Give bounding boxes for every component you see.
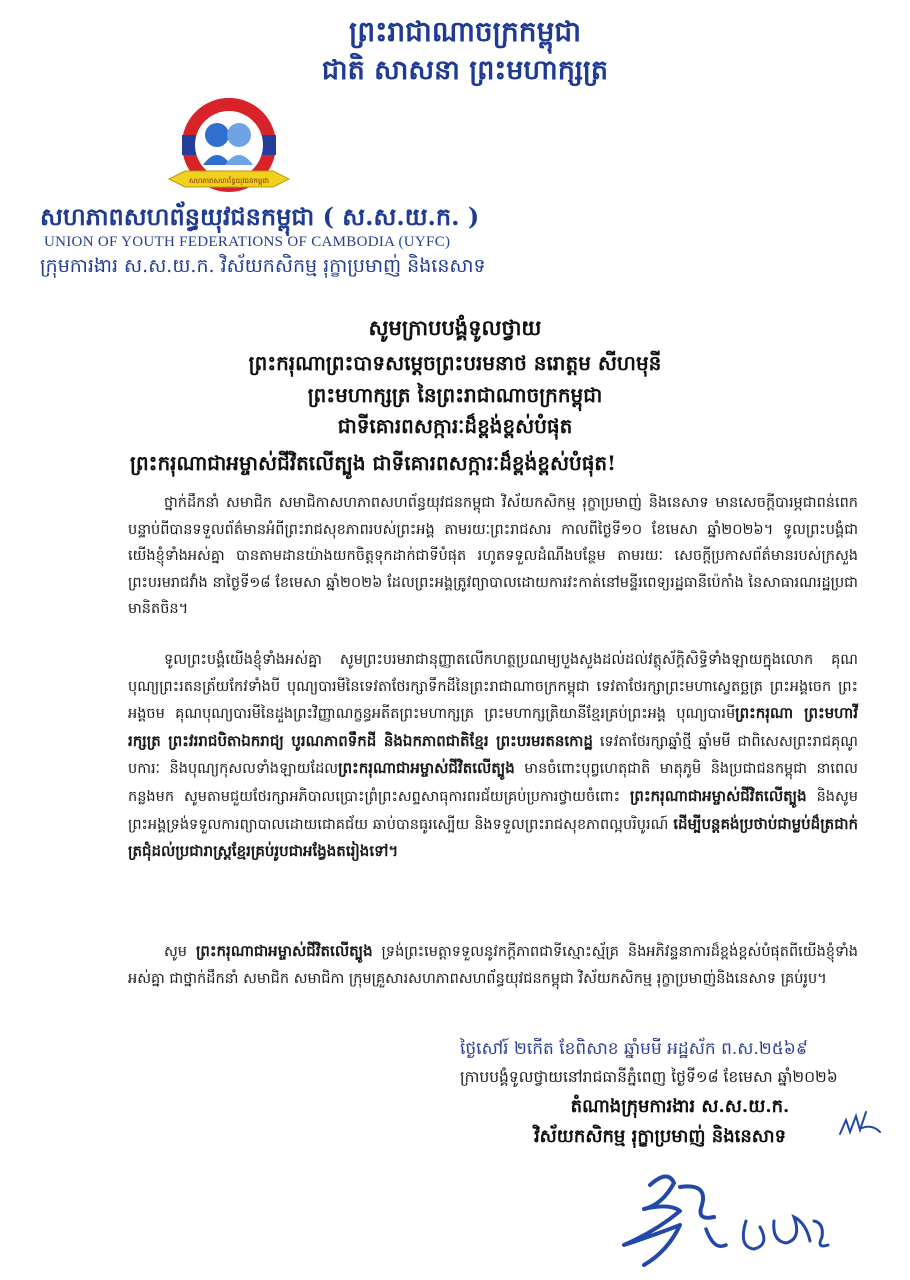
logo-ribbon-text: សហភាពសហព័ន្ធយុវជនកម្ពុជា [189, 177, 269, 185]
paragraph-2 [128, 647, 858, 866]
handwritten-signature [610, 1165, 840, 1270]
paragraph-2-bold-4: ដើម្បីបន្តគង់ប្រថាប់ជាម្លប់ដ៏ត្រជាក់ត្រជុំដល់ប្រជារាស្ត្រខ្មែរគ្រប់រូបជាអង្វែងតរៀងទៅ។ [128, 814, 858, 861]
paragraph-2-text-2: ទេវតាថែរក្សាឆ្នាំថ្មី ឆ្នាំមមី ជាពិសេសព្រះរាជគុណូបការៈ និងបុណ្យកុសលទាំងឡាយដែល [128, 733, 858, 778]
paragraph-2-bold-1: ព្រះករុណា ព្រះមហាវីរក្សត្រ ព្រះវររាជបិតាឯករាជ្យ បូរណភាពទឹកដី និងឯកភាពជាតិខ្មែរ ព្រះបរមរតនកោដ្ឋ [128, 704, 858, 750]
national-motto-line1: ព្រះរាជាណាចក្រកម្ពុជា [348, 15, 581, 48]
paragraph-2-bold-3: ព្រះករុណាជាអម្ចាស់ជីវិតលើត្បូង [629, 786, 807, 805]
paragraph-2-text-4: និងសូមព្រះអង្គទ្រង់ទទួលការព្យាបាលដោយជោគជ័យ ឆាប់បានធូរស្បើយ និងទទួលព្រះរាជសុខភាពល្អបរិបូរណ៍ [128, 788, 859, 833]
organization-name-english: UNION OF YOUTH FEDERATIONS OF CAMBODIA (UYFC) [44, 234, 451, 250]
paragraph-3 [128, 938, 858, 992]
paragraph-3-bold-1: ព្រះករុណាជាអម្ចាស់ជីវិតលើត្បូង [195, 942, 373, 960]
organization-name-khmer: សហភាពសហព័ន្ធយុវជនកម្ពុជា ( ស.ស.យ.ក. ) [40, 202, 480, 231]
paragraph-2-text-3: មានចំពោះបុព្វហេតុជាតិ មាតុភូមិ និងប្រជាជនកម្ពុជា នាពេលកន្លងមក សូមតាមជួយថែរក្សាអភិបាលប្រោះព្រំព្រះសព្ទសាធុការពរជ័យគ្រប់ប្រការថ្វាយចំពោះ [128, 761, 858, 805]
paragraph-3-text-1: សូម [164, 944, 196, 960]
uyfc-logo [165, 95, 293, 207]
address-line3: ព្រះមហាក្សត្រ នៃព្រះរាជាណាចក្រកម្ពុជា [307, 383, 603, 407]
place-and-date: ក្រាបបង្គំទូលថ្វាយនៅរាជធានីភ្នំពេញ ថ្ងៃទី១៨ ខែមេសា ឆ្នាំ២០២៦ [460, 1068, 838, 1086]
salutation-headline: ព្រះករុណាជាអម្ចាស់ជីវិតលើត្បូង ជាទីគោរពសក្ការៈដ៏ខ្ពង់ខ្ពស់បំផុត! [130, 451, 616, 475]
working-group-name: ក្រុមការងារ ស.ស.យ.ក. វិស័យកសិកម្ម រុក្ខាប្រមាញ់ និងនេសាទ [40, 255, 486, 277]
paragraph-2-bold-2: ព្រះករុណាជាអម្ចាស់ជីវិតលើត្បូង [338, 759, 515, 778]
signer-title-line1: តំណាងក្រុមការងារ ស.ស.យ.ក. [570, 1096, 790, 1117]
address-line4: ជាទីគោរពសក្ការៈដ៏ខ្ពង់ខ្ពស់បំផុត [337, 414, 573, 438]
lunar-date: ថ្ងៃសៅរ៍ ២កើត ខែពិសាខ ឆ្នាំមមី អដ្ឋស័ក ព.ស.២៥៦៩ [460, 1039, 808, 1059]
paragraph-2-text-1: ទូលព្រះបង្គំយើងខ្ញុំទាំងអស់គ្នា សូមព្រះបរមរាជានុញ្ញាតលើកហត្ថប្រណម្យបួងសួងដល់ដល់វត្ថុស័ក្តិសិទ្ធិទាំងឡាយក្នុងលោក គុណបុណ្យព្រះរតនត្រ័យកែវទាំងបី បុណ្យបារមីនៃទេវតាថែរក្សាទឹកដីនៃព្រះរាជាណាចក្រកម្ពុជា ទេវតាថែរក្សាព្រះមហាស្វេតច្ឆត្រ ព្រះអង្គចេក ព្រះអង្គចម គុណបុណ្យបារមីនៃដួងព្រះវិញ្ញាណក្ខន្ធអតីតព្រះមហាក្សត្រ ព្រះមហាក្សត្រិយានីខ្មែរគ្រប់ព្រះអង្គ បុណ្យបារមី [128, 652, 858, 723]
paragraph-1: ថ្នាក់ដឹកនាំ សមាជិក សមាជិកាសហភាពសហព័ន្ធយុវជនកម្ពុជា វិស័យកសិកម្ម រុក្ខាប្រមាញ់ និងនេសាទ មានសេចក្តីបារម្ភជាពន់ពេក បន្ទាប់ពីបានទទួលព័ត៌មានអំពីព្រះរាជសុខភាពរបស់ព្រះអង្គ តាមរយៈព្រះរាជសារ កាលពីថ្ងៃទី១០ ខែមេសា ឆ្នាំ២០២៦។ ទូលព្រះបង្គំជាយើងខ្ញុំទាំងអស់គ្នា បានតាមដានយ៉ាងយកចិត្តទុកដាក់ជាទីបំផុត រហូតទទួលដំណឹងបន្ថែម តាមរយៈ សេចក្តីប្រកាសព័ត៌មានរបស់ក្រសួងព្រះបរមរាជវាំង នាថ្ងៃទី១៨ ខែមេសា ឆ្នាំ២០២៦ ដែលព្រះអង្គត្រូវព្យាបាលដោយការវះកាត់នៅមន្ទីរពេទ្យរដ្ឋធានីប៉េកាំង នៃសាធារណរដ្ឋប្រជាមានិតចិន។ [128, 495, 858, 618]
address-line1: សូមក្រាបបង្គំទូលថ្វាយ [368, 315, 542, 340]
address-line2: ព្រះករុណាព្រះបាទសម្តេចព្រះបរមនាថ នរោត្តម សីហមុនី [248, 351, 662, 375]
national-motto-line2: ជាតិ សាសនា ព្រះមហាក្សត្រ [321, 55, 609, 86]
initials-flourish [838, 1106, 882, 1140]
signer-title-line2: វិស័យកសិកម្ម រុក្ខាប្រមាញ់ និងនេសាទ [533, 1126, 787, 1147]
paragraph-3-text-2: ទ្រង់ព្រះមេត្តាទទួលនូវកក្តីភាពជាទីស្មោះស្ម័គ្រ និងអភិវន្ទនាការដ៏ខ្ពង់ខ្ពស់បំផុតពីយើងខ្ញុំទាំងអស់គ្នា ជាថ្នាក់ដឹកនាំ សមាជិក សមាជិកា ក្រុមគ្រួសារសហភាពសហព័ន្ធយុវជនកម្ពុជា វិស័យកសិកម្ម រុក្ខាប្រមាញ់និងនេសាទ គ្រប់រូប។ [128, 944, 858, 987]
